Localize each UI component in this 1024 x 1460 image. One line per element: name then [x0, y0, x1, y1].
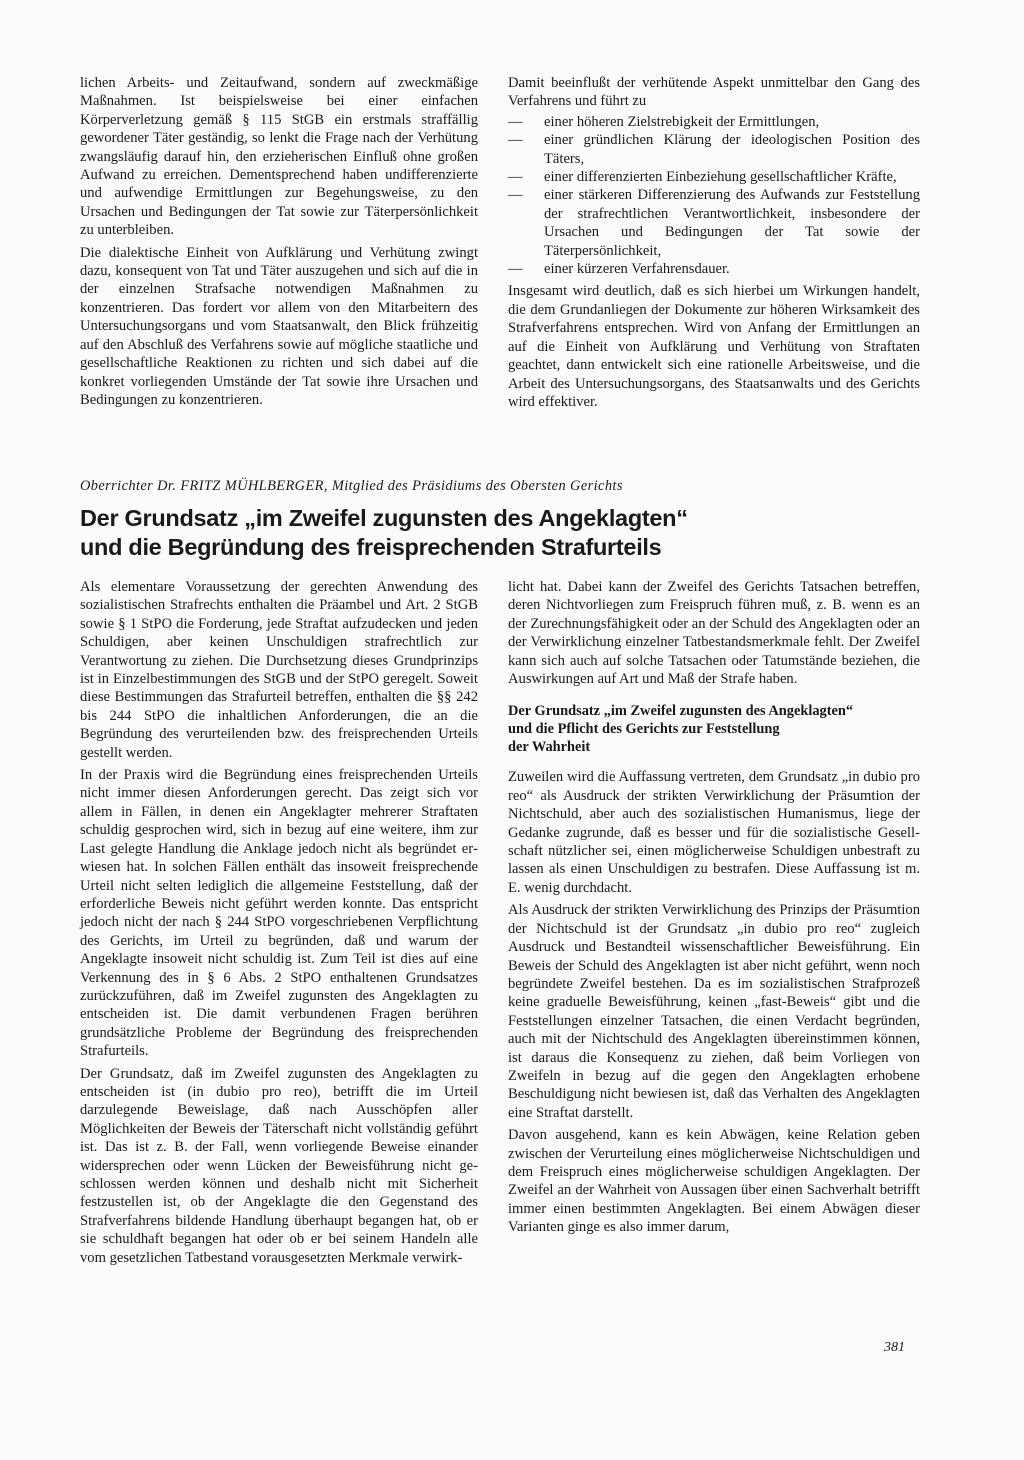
- effects-list: [508, 113, 920, 279]
- paragraph: Davon ausgehend, kann es kein Abwägen, keine Relation geben zwischen der Verurteilung eines möglicherweise Nichtschuldigen und dem Freispruch eines möglicherweise schuldigen Angeklagten. Der Zweifel an der Wahrheit von Aussagen über einen Sachverhalt betrifft immer einen bestimmten Angeklagten. Bei einem Abwägen dieser Varianten ginge es also immer darum,: [508, 1127, 920, 1236]
- subheading-line: Der Grundsatz „im Zweifel zugunsten des Angeklagten“: [508, 703, 854, 720]
- bottom-left-column: [80, 578, 478, 1271]
- paragraph: Als Ausdruck der strikten Verwirklichung des Prinzips der Präsumtion der Nichtschuld ist der Grundsatz „in dubio pro reo“ zugleich Ausdruck und Bestandteil wissenschaftlicher Beweisführung. Ein Beweis der Schuld des Angeklagten ist aber nicht geführt, wenn noch begründete Zweifel bestehen. Da es im sozialistischen Strafprozeß keine graduelle Beweisführung, keinen „fast-Beweis“ gibt und die Feststellungen einzelner Tatsachen, die einen Verdacht begründen, auch mit der Nichtschuld des Angeklagten übereinstimmen können, ist daraus die Konsequenz zu ziehen, daß beim Vorliegen von Zweifeln in bezug auf die gegen den Angeklagten erhobene Beschuldigung nicht bewiesen ist, daß das Verhalten des Angeklagten eine Straftat darstellt.: [508, 902, 920, 1121]
- top-left-column: [80, 74, 478, 413]
- subheading-line: und die Pflicht des Gerichts zur Feststellung: [508, 721, 780, 738]
- list-item: — einer differenzierten Einbeziehung gesellschaftlicher Kräfte,: [508, 168, 920, 186]
- paragraph: lichen Arbeits- und Zeitaufwand, sondern auf zweckmäßige Maßnahmen. Ist beispielsweise bei einer einfachen Körperverletzung gemäß § 115 StGB ein erstmals straffällig gewordener Täter geständig, so lenkt die Frage nach der Verhütung zwangsläufig darauf hin, den erzieherischen Einfluß ohne großen Aufwand zu erreichen. Dementsprechend haben undifferenzierte und aufwendige Ermittlungen zur Begehungsweise, zu den Ursachen und Bedingungen der Tat sowie zur Täterpersönlichkeit zu unterbleiben.: [80, 75, 478, 239]
- bottom-right-column: [508, 578, 920, 1241]
- section-subheading: [508, 702, 920, 756]
- list-item: — einer gründlichen Klärung der ideologischen Position des Täters,: [508, 131, 920, 168]
- article-headline: [80, 504, 940, 562]
- headline-line: Der Grundsatz „im Zweifel zugunsten des Angeklagten“: [80, 505, 688, 531]
- list-item: — einer stärkeren Differenzierung des Aufwands zur Feststellung der strafrechtlichen Verantwortlichkeit, insbesondere der Ursachen und Bedingungen der Tat sowie der Täterpersönlichkeit,: [508, 186, 920, 260]
- list-item: — einer höheren Zielstrebigkeit der Ermittlungen,: [508, 113, 920, 131]
- list-intro: Damit beeinflußt der verhütende Aspekt unmittelbar den Gang des Verfahrens und führt zu: [508, 75, 920, 110]
- paragraph: licht hat. Dabei kann der Zweifel des Gerichts Tatsachen betreffen, deren Nichtvorliegen zum Freispruch führen muß, z. B. wenn es an der Zurechnungsfähigkeit oder an der Schuld des Angeklagten oder an der Verwirklichung einzelner Tatbestandsmerkmale fehlt. Der Zweifel kann sich auch auf solche Tatsachen oder Tatumstände beziehen, die Auswirkungen auf Art und Maß der Strafe haben.: [508, 579, 920, 688]
- subheading-line: der Wahrheit: [508, 739, 591, 756]
- paragraph: Als elementare Voraussetzung der gerechten Anwendung des sozialistischen Strafrechts enthalten die Präambel und Art. 2 StGB sowie § 1 StPO die Forderung, jede Straftat aufzudecken und jeden Schuldigen, aber keinen Unschuldigen strafrechtlich zur Verantwortung zu ziehen. Die Durchsetzung dieses Grundprinzips ist in Einzelbestimmungen des StGB und der StPO geregelt. Soweit diese Bestimmungen das Strafurteil betreffen, enthalten die §§ 242 bis 244 StPO die inhaltlichen Anforderungen, die an die Begründung des verurteilenden bzw. des freisprechenden Urteils gestellt werden.: [80, 579, 478, 761]
- paragraph: Zuweilen wird die Auffassung vertreten, dem Grundsatz „in dubio pro reo“ als Ausdruck der strikten Verwirklichung der Präsumtion der Nichtschuld, aber auch des sozialistischen Humanismus, liege der Gedanke zugrunde, daß es besser und für die sozialistische Gesellschaft nützlicher sei, einen möglicherweise Schuldigen unbestraft zu lassen als einen Unschuldigen zu bestrafen. Diese Auffassung ist m. E. wenig durchdacht.: [508, 769, 920, 896]
- paragraph: Insgesamt wird deutlich, daß es sich hierbei um Wirkungen handelt, die dem Grundanliegen der Dokumente zur höheren Wirksamkeit des Strafverfahrens entsprechen. Wird von Anfang der Ermittlungen an auf die Einheit von Aufklärung und Verhütung von Straftaten geachtet, dann entwickelt sich eine rationelle Arbeitsweise, und die Arbeit des Untersuchungsorgans, des Staatsanwalts und des Gerichts wird effektiver.: [508, 283, 920, 410]
- top-right-column: [508, 74, 920, 415]
- paragraph: Der Grundsatz, daß im Zweifel zugunsten des Angeklagten zu entscheiden ist (in dubio pro reo), betrifft die im Urteil darzulegende Beweislage, daß nach Ausschöpfen aller Möglichkeiten der Beweis der Täterschaft nicht vollständig geführt ist. Das ist z. B. der Fall, wenn vorliegende Beweise einander widersprechen oder wenn Lücken der Beweisführung nicht geschlossen werden können und deshalb nicht mit Sicherheit festzustellen ist, ob der Angeklagte die den Gegenstand des Strafverfahrens bildende Handlung überhaupt begangen hat, ob er sie schuldhaft begangen hat oder ob er bei seinem Handeln alle vom gesetzlichen Tatbestand vorausgesetzten Merkmale verwirk-: [80, 1065, 478, 1266]
- paragraph: Die dialektische Einheit von Aufklärung und Verhütung zwingt dazu, konsequent von Tat und Täter auszugehen und sich auf die in der einzelnen Strafsache notwendigen Maßnahmen zu konzentrieren. Das fordert vor allem von den Mitarbeitern des Untersuchungsorgans und vom Staatsanwalt, den Blick frühzeitig auf den Abschluß des Verfahrens sowie auf mögliche staatliche und gesellschaftliche Reaktionen zu richten und sich dabei auf die konkret vorliegenden Umstände der Tat sowie ihre Ursachen und Bedingungen zu konzentrieren.: [80, 244, 478, 408]
- page-number: 381: [884, 1340, 905, 1355]
- list-item: — einer kürzeren Verfahrensdauer.: [508, 260, 920, 278]
- paragraph: In der Praxis wird die Begründung eines freisprechenden Urteils nicht immer diesen Anforderungen gerecht. Das zeigt sich vor allem in Fällen, in denen ein Angeklagter mehrerer Straftaten schuldig gesprochen wird, sich in bezug auf eine weitere, ihm zur Last gelegte Handlung die Anklage jedoch nicht als begründet erwiesen hat. In solchen Fällen enthält das insoweit freisprechende Urteil nicht selten lediglich die allgemeine Feststellung, daß der erforderliche Beweis nicht geführt werden konnte. Das entspricht jedoch nicht der nach § 244 StPO vorgeschriebenen Verpflichtung des Gerichts, im Urteil zu begründen, daß und warum der Angeklagte insoweit nicht schuldig ist. Zum Teil ist dies auf eine Verkennung des in § 6 Abs. 2 StPO enthaltenen Grundsatzes zurückzuführen, daß im Zweifel zugunsten des Angeklagten zu entscheiden ist. Die damit verbundenen Fragen berühren grundsätzliche Probleme der Begründung des freisprechenden Strafurteils.: [80, 767, 478, 1060]
- author-byline: Oberrichter Dr. FRITZ MÜHLBERGER, Mitglied des Präsidiums des Obersten Gerichts: [80, 478, 623, 494]
- headline-line: und die Begründung des freisprechenden Strafurteils: [80, 534, 662, 560]
